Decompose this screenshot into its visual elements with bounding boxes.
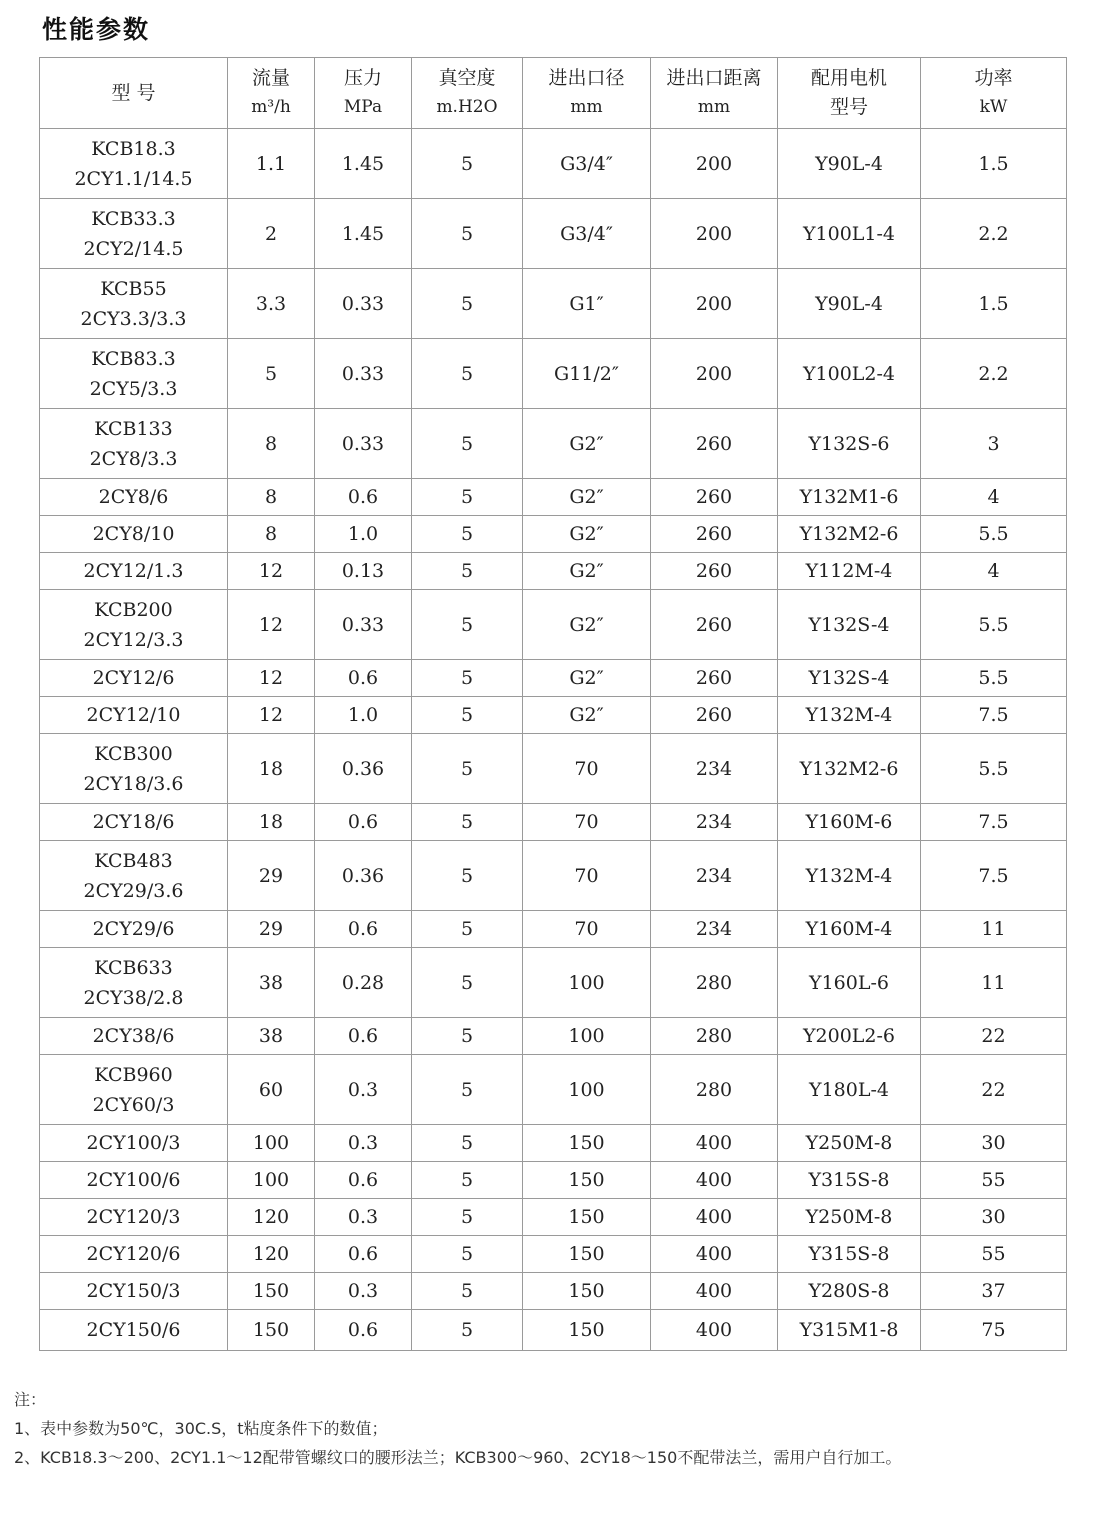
cell-flow: 150 bbox=[228, 1273, 315, 1310]
note-1: 1、表中参数为50℃，30C.S，t粘度条件下的数值； bbox=[14, 1419, 388, 1438]
cell-flow: 8 bbox=[228, 479, 315, 516]
table-row bbox=[40, 1162, 1067, 1199]
cell-dist: 200 bbox=[651, 269, 778, 339]
model-line-1: KCB18.3 bbox=[91, 137, 176, 160]
model-line-1: 2CY120/3 bbox=[86, 1206, 181, 1228]
cell-pressure: 0.36 bbox=[315, 734, 412, 804]
cell-dist: 280 bbox=[651, 1055, 778, 1125]
notes bbox=[14, 1385, 901, 1472]
cell-flow: 1.1 bbox=[228, 129, 315, 199]
cell-power: 5.5 bbox=[921, 590, 1067, 660]
model-line-1: 2CY120/6 bbox=[86, 1243, 181, 1265]
cell-flow: 29 bbox=[228, 911, 315, 948]
cell-motor: Y315M1-8 bbox=[778, 1310, 921, 1351]
cell-motor: Y132M-4 bbox=[778, 841, 921, 911]
cell-port: 70 bbox=[523, 841, 651, 911]
cell-flow: 60 bbox=[228, 1055, 315, 1125]
cell-dist: 400 bbox=[651, 1273, 778, 1310]
cell-dist: 200 bbox=[651, 199, 778, 269]
cell-dist: 260 bbox=[651, 697, 778, 734]
cell-port: G2″ bbox=[523, 516, 651, 553]
cell-flow: 18 bbox=[228, 734, 315, 804]
table-row bbox=[40, 660, 1067, 697]
cell-pressure: 0.6 bbox=[315, 479, 412, 516]
cell-vacuum: 5 bbox=[412, 590, 523, 660]
model-line-2: 2CY38/2.8 bbox=[83, 986, 184, 1009]
table-row bbox=[40, 1310, 1067, 1351]
table-row bbox=[40, 409, 1067, 479]
model-line-2: 2CY60/3 bbox=[92, 1093, 175, 1116]
cell-model bbox=[40, 479, 228, 516]
cell-dist: 260 bbox=[651, 590, 778, 660]
table-row bbox=[40, 734, 1067, 804]
cell-power: 11 bbox=[921, 948, 1067, 1018]
cell-dist: 234 bbox=[651, 804, 778, 841]
header-flow: 流量 m³/h bbox=[228, 58, 315, 129]
cell-dist: 260 bbox=[651, 479, 778, 516]
cell-motor: Y160M-4 bbox=[778, 911, 921, 948]
cell-motor: Y132M2-6 bbox=[778, 734, 921, 804]
cell-flow: 8 bbox=[228, 516, 315, 553]
cell-vacuum: 5 bbox=[412, 479, 523, 516]
model-line-2: 2CY3.3/3.3 bbox=[80, 307, 187, 330]
cell-vacuum: 5 bbox=[412, 804, 523, 841]
cell-power: 1.5 bbox=[921, 269, 1067, 339]
cell-motor: Y132M-4 bbox=[778, 697, 921, 734]
cell-model bbox=[40, 804, 228, 841]
cell-power: 75 bbox=[921, 1310, 1067, 1351]
table-row bbox=[40, 1055, 1067, 1125]
cell-dist: 280 bbox=[651, 948, 778, 1018]
cell-model bbox=[40, 553, 228, 590]
cell-vacuum: 5 bbox=[412, 269, 523, 339]
note-2: 2、KCB18.3～200、2CY1.1～12配带管螺纹口的腰形法兰；KCB300～960、2CY18～150不配带法兰，需用户自行加工。 bbox=[14, 1448, 902, 1467]
cell-power: 22 bbox=[921, 1055, 1067, 1125]
cell-motor: Y100L2-4 bbox=[778, 339, 921, 409]
cell-power: 37 bbox=[921, 1273, 1067, 1310]
cell-vacuum: 5 bbox=[412, 1125, 523, 1162]
cell-flow: 120 bbox=[228, 1199, 315, 1236]
cell-model bbox=[40, 269, 228, 339]
header-vacuum: 真空度 m.H2O bbox=[412, 58, 523, 129]
cell-port: 150 bbox=[523, 1310, 651, 1351]
cell-vacuum: 5 bbox=[412, 911, 523, 948]
cell-vacuum: 5 bbox=[412, 339, 523, 409]
cell-power: 3 bbox=[921, 409, 1067, 479]
cell-port: G3/4″ bbox=[523, 199, 651, 269]
cell-pressure: 0.6 bbox=[315, 1310, 412, 1351]
cell-dist: 400 bbox=[651, 1162, 778, 1199]
table-row bbox=[40, 1018, 1067, 1055]
cell-dist: 400 bbox=[651, 1310, 778, 1351]
model-line-1: 2CY150/6 bbox=[86, 1319, 181, 1341]
cell-model bbox=[40, 911, 228, 948]
cell-flow: 12 bbox=[228, 660, 315, 697]
cell-model bbox=[40, 1236, 228, 1273]
cell-flow: 12 bbox=[228, 697, 315, 734]
cell-motor: Y315S-8 bbox=[778, 1162, 921, 1199]
table-row bbox=[40, 804, 1067, 841]
model-line-1: 2CY8/10 bbox=[92, 523, 175, 545]
model-line-1: 2CY8/6 bbox=[98, 486, 169, 508]
header-motor: 配用电机 型号 bbox=[778, 58, 921, 129]
cell-pressure: 0.33 bbox=[315, 409, 412, 479]
cell-power: 7.5 bbox=[921, 804, 1067, 841]
cell-port: G2″ bbox=[523, 660, 651, 697]
cell-power: 5.5 bbox=[921, 660, 1067, 697]
cell-model bbox=[40, 1055, 228, 1125]
cell-port: 70 bbox=[523, 911, 651, 948]
cell-model bbox=[40, 1125, 228, 1162]
table-row bbox=[40, 129, 1067, 199]
table-row bbox=[40, 269, 1067, 339]
model-line-1: 2CY38/6 bbox=[92, 1025, 175, 1047]
cell-flow: 2 bbox=[228, 199, 315, 269]
cell-flow: 5 bbox=[228, 339, 315, 409]
table-row bbox=[40, 199, 1067, 269]
cell-dist: 400 bbox=[651, 1199, 778, 1236]
cell-power: 5.5 bbox=[921, 516, 1067, 553]
cell-model bbox=[40, 1310, 228, 1351]
cell-flow: 8 bbox=[228, 409, 315, 479]
cell-dist: 260 bbox=[651, 553, 778, 590]
model-line-1: KCB300 bbox=[94, 742, 173, 765]
cell-power: 22 bbox=[921, 1018, 1067, 1055]
header-pressure: 压力 MPa bbox=[315, 58, 412, 129]
model-line-1: KCB960 bbox=[94, 1063, 173, 1086]
model-line-1: KCB200 bbox=[94, 598, 173, 621]
cell-vacuum: 5 bbox=[412, 948, 523, 1018]
cell-port: G2″ bbox=[523, 697, 651, 734]
cell-model bbox=[40, 1018, 228, 1055]
cell-motor: Y315S-8 bbox=[778, 1236, 921, 1273]
cell-port: G2″ bbox=[523, 479, 651, 516]
cell-flow: 12 bbox=[228, 553, 315, 590]
cell-flow: 29 bbox=[228, 841, 315, 911]
cell-model bbox=[40, 129, 228, 199]
cell-pressure: 1.45 bbox=[315, 199, 412, 269]
model-line-2: 2CY2/14.5 bbox=[83, 237, 184, 260]
cell-model bbox=[40, 1199, 228, 1236]
cell-vacuum: 5 bbox=[412, 516, 523, 553]
cell-flow: 38 bbox=[228, 948, 315, 1018]
cell-port: 100 bbox=[523, 948, 651, 1018]
cell-dist: 200 bbox=[651, 339, 778, 409]
cell-vacuum: 5 bbox=[412, 553, 523, 590]
cell-port: 100 bbox=[523, 1055, 651, 1125]
table-row bbox=[40, 479, 1067, 516]
cell-pressure: 0.6 bbox=[315, 1162, 412, 1199]
cell-pressure: 0.36 bbox=[315, 841, 412, 911]
model-line-2: 2CY18/3.6 bbox=[83, 772, 184, 795]
model-line-1: KCB133 bbox=[94, 417, 173, 440]
cell-port: 150 bbox=[523, 1162, 651, 1199]
cell-port: G2″ bbox=[523, 553, 651, 590]
table-row bbox=[40, 948, 1067, 1018]
cell-model bbox=[40, 590, 228, 660]
header-port-distance: 进出口距离 mm bbox=[651, 58, 778, 129]
cell-vacuum: 5 bbox=[412, 1310, 523, 1351]
model-line-1: 2CY100/6 bbox=[86, 1169, 181, 1191]
table-row bbox=[40, 590, 1067, 660]
cell-vacuum: 5 bbox=[412, 697, 523, 734]
cell-pressure: 0.13 bbox=[315, 553, 412, 590]
model-line-1: KCB483 bbox=[94, 849, 173, 872]
cell-motor: Y112M-4 bbox=[778, 553, 921, 590]
cell-pressure: 0.6 bbox=[315, 1236, 412, 1273]
cell-motor: Y180L-4 bbox=[778, 1055, 921, 1125]
cell-motor: Y200L2-6 bbox=[778, 1018, 921, 1055]
header-power: 功率 kW bbox=[921, 58, 1067, 129]
cell-port: 150 bbox=[523, 1273, 651, 1310]
table-row bbox=[40, 553, 1067, 590]
cell-dist: 260 bbox=[651, 409, 778, 479]
cell-pressure: 1.45 bbox=[315, 129, 412, 199]
cell-vacuum: 5 bbox=[412, 660, 523, 697]
cell-dist: 260 bbox=[651, 516, 778, 553]
cell-power: 4 bbox=[921, 479, 1067, 516]
cell-flow: 3.3 bbox=[228, 269, 315, 339]
cell-model bbox=[40, 1273, 228, 1310]
cell-pressure: 1.0 bbox=[315, 516, 412, 553]
cell-pressure: 0.6 bbox=[315, 660, 412, 697]
cell-flow: 100 bbox=[228, 1162, 315, 1199]
cell-flow: 100 bbox=[228, 1125, 315, 1162]
model-line-1: KCB55 bbox=[100, 277, 167, 300]
cell-power: 30 bbox=[921, 1125, 1067, 1162]
header-port-diameter: 进出口径 mm bbox=[523, 58, 651, 129]
cell-vacuum: 5 bbox=[412, 199, 523, 269]
cell-motor: Y100L1-4 bbox=[778, 199, 921, 269]
table-row bbox=[40, 516, 1067, 553]
table-row bbox=[40, 911, 1067, 948]
cell-vacuum: 5 bbox=[412, 409, 523, 479]
cell-motor: Y250M-8 bbox=[778, 1199, 921, 1236]
cell-model bbox=[40, 734, 228, 804]
cell-pressure: 0.33 bbox=[315, 590, 412, 660]
table-row bbox=[40, 1273, 1067, 1310]
model-line-1: 2CY12/1.3 bbox=[83, 560, 184, 582]
cell-port: 70 bbox=[523, 804, 651, 841]
cell-power: 55 bbox=[921, 1162, 1067, 1199]
cell-model bbox=[40, 660, 228, 697]
cell-pressure: 0.3 bbox=[315, 1273, 412, 1310]
cell-dist: 280 bbox=[651, 1018, 778, 1055]
cell-pressure: 0.3 bbox=[315, 1125, 412, 1162]
cell-power: 7.5 bbox=[921, 841, 1067, 911]
model-line-2: 2CY1.1/14.5 bbox=[74, 167, 193, 190]
cell-model bbox=[40, 516, 228, 553]
table-row bbox=[40, 697, 1067, 734]
cell-pressure: 0.6 bbox=[315, 1018, 412, 1055]
cell-power: 7.5 bbox=[921, 697, 1067, 734]
cell-motor: Y250M-8 bbox=[778, 1125, 921, 1162]
model-line-2: 2CY5/3.3 bbox=[89, 377, 178, 400]
model-line-1: 2CY12/6 bbox=[92, 667, 175, 689]
cell-port: 150 bbox=[523, 1236, 651, 1273]
cell-model bbox=[40, 697, 228, 734]
model-line-1: 2CY18/6 bbox=[92, 811, 175, 833]
cell-motor: Y132S-4 bbox=[778, 660, 921, 697]
cell-model bbox=[40, 339, 228, 409]
cell-power: 2.2 bbox=[921, 339, 1067, 409]
cell-dist: 400 bbox=[651, 1236, 778, 1273]
cell-port: G11/2″ bbox=[523, 339, 651, 409]
model-line-2: 2CY29/3.6 bbox=[83, 879, 184, 902]
table-row bbox=[40, 1236, 1067, 1273]
cell-model bbox=[40, 948, 228, 1018]
cell-flow: 150 bbox=[228, 1310, 315, 1351]
cell-motor: Y132S-6 bbox=[778, 409, 921, 479]
cell-vacuum: 5 bbox=[412, 1018, 523, 1055]
model-line-1: 2CY12/10 bbox=[86, 704, 181, 726]
model-line-2: 2CY12/3.3 bbox=[83, 628, 184, 651]
cell-vacuum: 5 bbox=[412, 1055, 523, 1125]
cell-vacuum: 5 bbox=[412, 129, 523, 199]
cell-power: 2.2 bbox=[921, 199, 1067, 269]
model-line-1: KCB633 bbox=[94, 956, 173, 979]
header-model: 型 号 bbox=[40, 58, 228, 129]
cell-power: 11 bbox=[921, 911, 1067, 948]
cell-motor: Y132S-4 bbox=[778, 590, 921, 660]
table-row bbox=[40, 339, 1067, 409]
cell-port: 150 bbox=[523, 1199, 651, 1236]
cell-power: 4 bbox=[921, 553, 1067, 590]
cell-flow: 38 bbox=[228, 1018, 315, 1055]
model-line-1: KCB83.3 bbox=[91, 347, 176, 370]
model-line-2: 2CY8/3.3 bbox=[89, 447, 178, 470]
table-row bbox=[40, 1125, 1067, 1162]
cell-pressure: 0.3 bbox=[315, 1055, 412, 1125]
cell-port: G2″ bbox=[523, 590, 651, 660]
cell-pressure: 0.6 bbox=[315, 804, 412, 841]
cell-port: 100 bbox=[523, 1018, 651, 1055]
cell-flow: 120 bbox=[228, 1236, 315, 1273]
cell-vacuum: 5 bbox=[412, 1273, 523, 1310]
cell-power: 5.5 bbox=[921, 734, 1067, 804]
cell-vacuum: 5 bbox=[412, 1199, 523, 1236]
cell-port: 150 bbox=[523, 1125, 651, 1162]
cell-vacuum: 5 bbox=[412, 1162, 523, 1199]
cell-flow: 12 bbox=[228, 590, 315, 660]
cell-power: 1.5 bbox=[921, 129, 1067, 199]
cell-vacuum: 5 bbox=[412, 841, 523, 911]
cell-pressure: 0.28 bbox=[315, 948, 412, 1018]
cell-model bbox=[40, 199, 228, 269]
cell-port: 70 bbox=[523, 734, 651, 804]
model-line-1: 2CY150/3 bbox=[86, 1280, 181, 1302]
cell-motor: Y90L-4 bbox=[778, 129, 921, 199]
cell-motor: Y90L-4 bbox=[778, 269, 921, 339]
notes-label: 注： bbox=[14, 1390, 47, 1409]
cell-motor: Y160L-6 bbox=[778, 948, 921, 1018]
cell-port: G3/4″ bbox=[523, 129, 651, 199]
cell-motor: Y132M2-6 bbox=[778, 516, 921, 553]
cell-pressure: 1.0 bbox=[315, 697, 412, 734]
cell-motor: Y280S-8 bbox=[778, 1273, 921, 1310]
cell-dist: 234 bbox=[651, 911, 778, 948]
cell-vacuum: 5 bbox=[412, 1236, 523, 1273]
cell-vacuum: 5 bbox=[412, 734, 523, 804]
cell-port: G2″ bbox=[523, 409, 651, 479]
cell-pressure: 0.3 bbox=[315, 1199, 412, 1236]
cell-power: 55 bbox=[921, 1236, 1067, 1273]
table-header-row bbox=[40, 58, 1067, 129]
cell-model bbox=[40, 1162, 228, 1199]
cell-motor: Y160M-6 bbox=[778, 804, 921, 841]
table-row bbox=[40, 1199, 1067, 1236]
cell-flow: 18 bbox=[228, 804, 315, 841]
cell-model bbox=[40, 841, 228, 911]
cell-dist: 234 bbox=[651, 841, 778, 911]
cell-dist: 400 bbox=[651, 1125, 778, 1162]
cell-pressure: 0.33 bbox=[315, 269, 412, 339]
model-line-1: 2CY29/6 bbox=[92, 918, 175, 940]
cell-motor: Y132M1-6 bbox=[778, 479, 921, 516]
model-line-1: 2CY100/3 bbox=[86, 1132, 181, 1154]
cell-model bbox=[40, 409, 228, 479]
cell-power: 30 bbox=[921, 1199, 1067, 1236]
table-row bbox=[40, 841, 1067, 911]
performance-table bbox=[39, 57, 1067, 1351]
cell-port: G1″ bbox=[523, 269, 651, 339]
cell-pressure: 0.6 bbox=[315, 911, 412, 948]
model-line-1: KCB33.3 bbox=[91, 207, 176, 230]
cell-dist: 234 bbox=[651, 734, 778, 804]
cell-dist: 200 bbox=[651, 129, 778, 199]
page-title: 性能参数 bbox=[42, 15, 151, 44]
cell-pressure: 0.33 bbox=[315, 339, 412, 409]
cell-dist: 260 bbox=[651, 660, 778, 697]
